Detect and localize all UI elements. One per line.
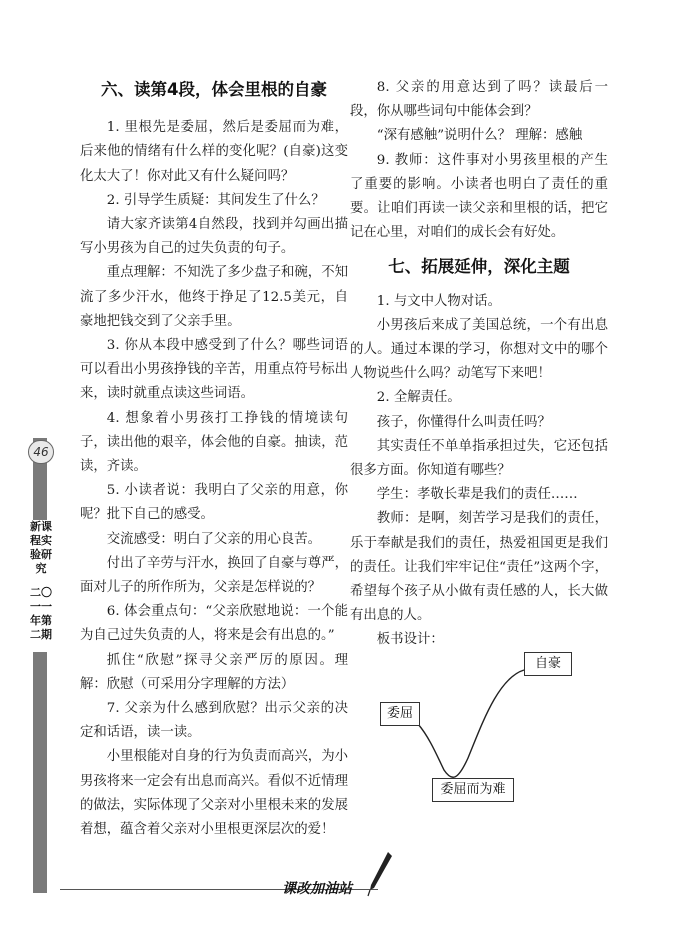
board-design-label: 板书设计： — [376, 632, 444, 648]
page-number: 46 — [28, 440, 54, 464]
label-grievance-difficulty: 委屈而为难 — [432, 778, 514, 802]
label-pride: 自豪 — [524, 652, 572, 676]
paragraph: 7. 父亲为什么感到欣慰？出示父亲的决定和话语，读一读。 — [80, 701, 348, 741]
paragraph: 9. 教师：这件事对小男孩里根的产生了重要的影响。小读者也明白了责任的重要。让咱们再读一读父亲和里根的话，把它记在心里，对咱们的成长会有好处。 — [350, 152, 608, 241]
paragraph: 学生：孝敬长辈是我们的责任…… — [376, 487, 578, 503]
paragraph: 孩子，你懂得什么叫责任吗？ — [376, 414, 551, 430]
paragraph: 小里根能对自身的行为负责而高兴，为小男孩将来一定会有出息而高兴。看似不近情理的做法，实际体现了父亲对小里根未来的发展着想，蕴含着父亲对小里根更深层次的爱！ — [80, 749, 348, 838]
paragraph: 其实责任不单单指承担过失，它还包括很多方面。你知道有哪些？ — [350, 438, 608, 479]
paragraph: 3. 你从本段中感受到了什么？哪些词语可以看出小男孩挣钱的辛苦，用重点符号标出来，读时就重点读这些词语。 — [80, 338, 348, 402]
board-diagram — [378, 648, 578, 808]
paragraph: 1. 里根先是委屈，然后是委屈而为难，后来他的情绪有什么样的变化呢？(自豪)这变化太大了！你对此又有什么疑问吗？ — [80, 120, 348, 184]
paragraph: 交流感受：明白了父亲的用心良苦。 — [106, 531, 322, 547]
paragraph: 5. 小读者说：我明白了父亲的用意，你呢？批下自己的感受。 — [80, 483, 348, 523]
paragraph: 6. 体会重点句：“父亲欣慰地说：一个能为自己过失负责的人，将来是会有出息的。” — [80, 604, 348, 644]
paragraph: 1. 与文中人物对话。 — [376, 293, 501, 309]
footer-logo: 课改加油站 — [282, 881, 352, 897]
section-heading-7: 七、拓展延伸，深化主题 — [388, 257, 570, 277]
journal-name: 新课程实验研究 — [30, 520, 52, 575]
paragraph: “深有感触”说明什么？ 理解：感触 — [376, 128, 583, 144]
label-grievance: 委屈 — [380, 702, 420, 726]
paragraph: 小男孩后来成了美国总统，一个有出息的人。通过本课的学习，你想对文中的哪个人物说些什么吗？动笔写下来吧！ — [350, 317, 608, 382]
journal-issue: 二〇一一年第二期 — [30, 586, 52, 641]
paragraph: 2. 引导学生质疑：其间发生了什么？ — [106, 192, 325, 208]
paragraph: 2. 全解责任。 — [376, 390, 461, 406]
paragraph: 重点理解：不知洗了多少盘子和碗，不知流了多少汗水，他终于挣足了12.5美元，自豪地把钱交到了父亲手里。 — [80, 265, 348, 329]
paragraph: 抓住“欣慰”探寻父亲严厉的原因。理解：欣慰（可采用分字理解的方法） — [80, 652, 348, 692]
pen-icon — [366, 850, 394, 898]
right-column — [350, 0, 608, 653]
side-band — [33, 438, 47, 893]
journal-info — [28, 520, 54, 652]
left-column — [80, 0, 348, 842]
paragraph: 付出了辛劳与汗水，换回了自豪与尊严，面对儿子的所作所为，父亲是怎样说的？ — [80, 555, 348, 596]
paragraph: 8. 父亲的用意达到了吗？读最后一段，你从哪些词句中能体会到？ — [350, 80, 608, 120]
paragraph: 教师：是啊，刻苦学习是我们的责任，乐于奉献是我们的责任，热爱祖国更是我们的责任。让我们牢牢记住“责任”这两个字，希望每个孩子从小做有责任感的人，长大做有出息的人。 — [350, 511, 608, 624]
section-heading-6: 六、读第4段，体会里根的自豪 — [101, 80, 327, 99]
paragraph: 请大家齐读第4自然段，找到并勾画出描写小男孩为自己的过失负责的句子。 — [80, 217, 348, 257]
paragraph: 4. 想象着小男孩打工挣钱的情境读句子，读出他的艰辛，体会他的自豪。抽读，范读，齐读。 — [80, 410, 348, 475]
